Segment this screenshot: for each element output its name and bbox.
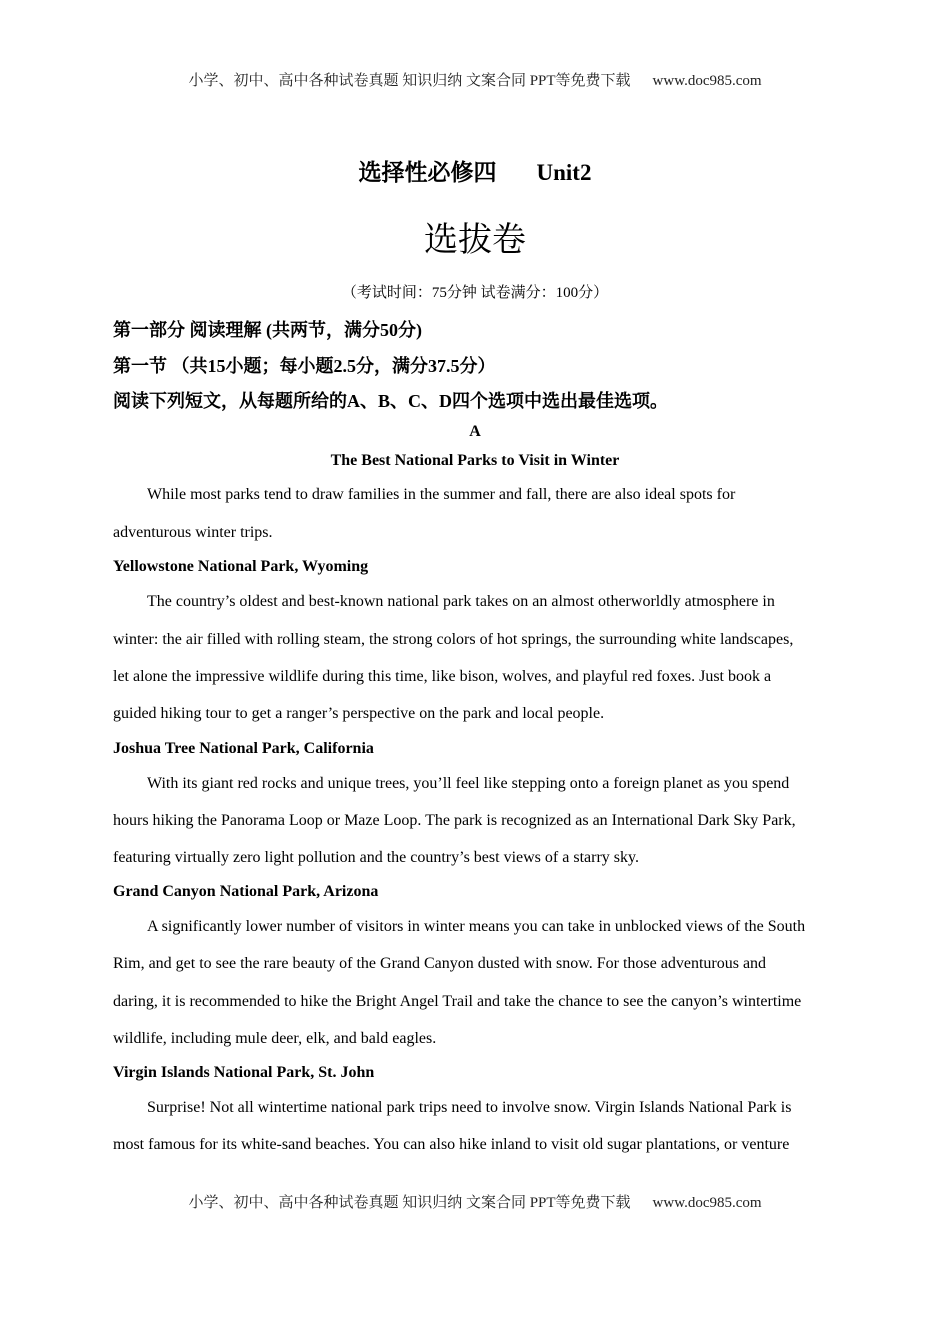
passage-line: winter: the air filled with rolling steam, the strong colors of hot springs, the surrounding white landscapes, bbox=[113, 631, 794, 648]
park-heading: Joshua Tree National Park, California bbox=[113, 740, 374, 757]
title-unit: Unit2 bbox=[536, 160, 592, 185]
instructions: 阅读下列短文，从每题所给的A、B、C、D四个选项中选出最佳选项。 bbox=[113, 391, 668, 411]
passage-line: wildlife, including mule deer, elk, and bald eagles. bbox=[113, 1030, 437, 1047]
passage-line: A significantly lower number of visitors in winter means you can take in unblocked views of the South bbox=[147, 918, 806, 935]
passage-line: guided hiking tour to get a ranger’s perspective on the park and local people. bbox=[113, 705, 605, 722]
park-heading: Grand Canyon National Park, Arizona bbox=[113, 883, 379, 900]
footer-text: 小学、初中、高中各种试卷真题 知识归纳 文案合同 PPT等免费下载 bbox=[188, 1195, 631, 1211]
section-heading: 第一部分 阅读理解 (共两节，满分50分) bbox=[113, 320, 422, 340]
passage-line: While most parks tend to draw families in the summer and fall, there are also ideal spots for bbox=[147, 486, 736, 503]
footer-url: www.doc985.com bbox=[652, 1195, 762, 1211]
passage-line: hours hiking the Panorama Loop or Maze Loop. The park is recognized as an International Dark Sky Park, bbox=[113, 812, 796, 829]
passage-line: The country’s oldest and best-known national park takes on an almost otherworldly atmosphere in bbox=[147, 593, 775, 610]
document-subtitle: 选拔卷 bbox=[424, 220, 526, 260]
page-footer bbox=[0, 1191, 950, 1212]
page-header bbox=[0, 69, 950, 90]
passage-line: daring, it is recommended to hike the Bright Angel Trail and take the chance to see the canyon’s wintertime bbox=[113, 993, 802, 1010]
park-heading: Yellowstone National Park, Wyoming bbox=[113, 558, 369, 575]
exam-info: （考试时间：75分钟 试卷满分：100分） bbox=[341, 285, 609, 301]
document-title bbox=[0, 154, 950, 187]
header-url: www.doc985.com bbox=[652, 73, 762, 89]
park-heading: Virgin Islands National Park, St. John bbox=[113, 1064, 375, 1081]
passage-line: Surprise! Not all wintertime national park trips need to involve snow. Virgin Islands National Park is bbox=[147, 1099, 792, 1116]
passage-line: Rim, and get to see the rare beauty of the Grand Canyon dusted with snow. For those adventurous and bbox=[113, 955, 767, 972]
passage-line: With its giant red rocks and unique trees, you’ll feel like stepping onto a foreign planet as you spend bbox=[147, 775, 790, 792]
passage-title: The Best National Parks to Visit in Winter bbox=[330, 452, 620, 469]
section-heading: 第一节 （共15小题；每小题2.5分，满分37.5分） bbox=[113, 356, 496, 376]
passage-label: A bbox=[469, 423, 481, 440]
header-text: 小学、初中、高中各种试卷真题 知识归纳 文案合同 PPT等免费下载 bbox=[188, 73, 631, 89]
passage-line: adventurous winter trips. bbox=[113, 524, 273, 541]
passage-line: most famous for its white-sand beaches. You can also hike inland to visit old sugar plantations, or venture bbox=[113, 1136, 790, 1153]
title-main: 选择性必修四 bbox=[358, 160, 497, 185]
passage-line: let alone the impressive wildlife during this time, like bison, wolves, and playful red foxes. Just book a bbox=[113, 668, 772, 685]
passage-line: featuring virtually zero light pollution and the country’s best views of a starry sky. bbox=[113, 849, 639, 866]
